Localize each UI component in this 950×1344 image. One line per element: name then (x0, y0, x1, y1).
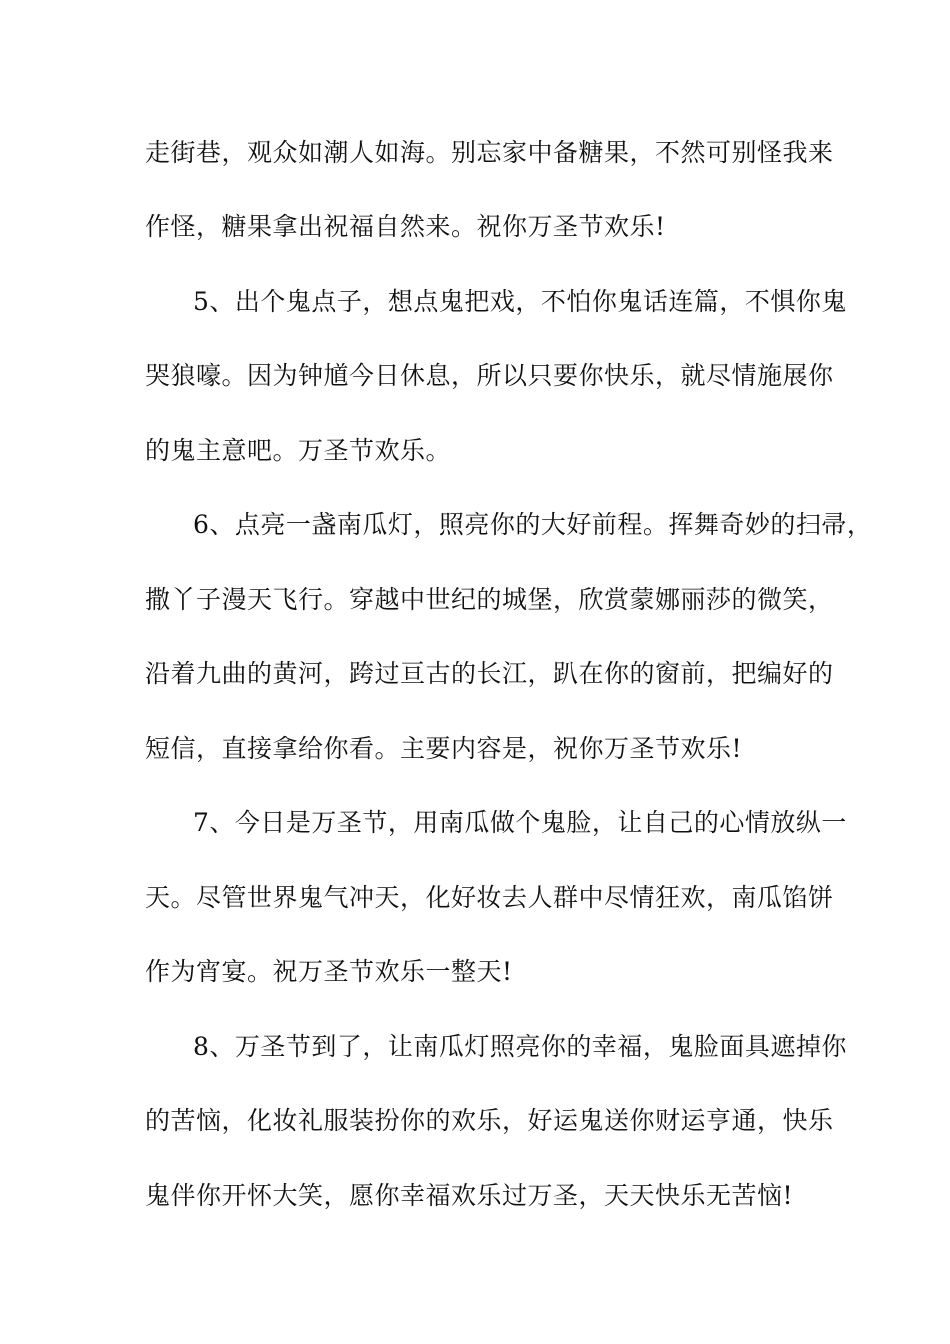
text-line: 的苦恼，化妆礼服装扮你的欢乐，好运鬼送你财运亨通，快乐 (145, 1106, 834, 1135)
text-line: 天。尽管世界鬼气冲天，化好妆去人群中尽情狂欢，南瓜馅饼 (145, 883, 834, 912)
text-line: 哭狼嚎。因为钟馗今日休息，所以只要你快乐，就尽情施展你 (145, 361, 834, 390)
paragraph-7-start: 7、今日是万圣节，用南瓜做个鬼脸，让自己的心情放纵一 (193, 808, 847, 837)
text-line: 作怪，糖果拿出祝福自然来。祝你万圣节欢乐! (145, 212, 666, 241)
text-line: 沿着九曲的黄河，跨过亘古的长江，趴在你的窗前，把编好的 (145, 659, 834, 688)
paragraph-5-start: 5、出个鬼点子，想点鬼把戏，不怕你鬼话连篇，不惧你鬼 (193, 287, 847, 316)
paragraph-6-start: 6、点亮一盏南瓜灯，照亮你的大好前程。挥舞奇妙的扫帚， (193, 510, 873, 539)
text-line: 走街巷，观众如潮人如海。别忘家中备糖果，不然可别怪我来 (145, 138, 834, 167)
text-line: 短信，直接拿给你看。主要内容是，祝你万圣节欢乐! (145, 734, 743, 763)
text-line: 撒丫子漫天飞行。穿越中世纪的城堡，欣赏蒙娜丽莎的微笑， (145, 585, 834, 614)
paragraph-8-start: 8、万圣节到了，让南瓜灯照亮你的幸福，鬼脸面具遮掉你 (193, 1032, 847, 1061)
text-line: 鬼伴你开怀大笑，愿你幸福欢乐过万圣，天天快乐无苦恼! (145, 1181, 794, 1210)
text-line: 作为宵宴。祝万圣节欢乐一整天! (145, 957, 513, 986)
text-line: 的鬼主意吧。万圣节欢乐。 (145, 436, 452, 465)
